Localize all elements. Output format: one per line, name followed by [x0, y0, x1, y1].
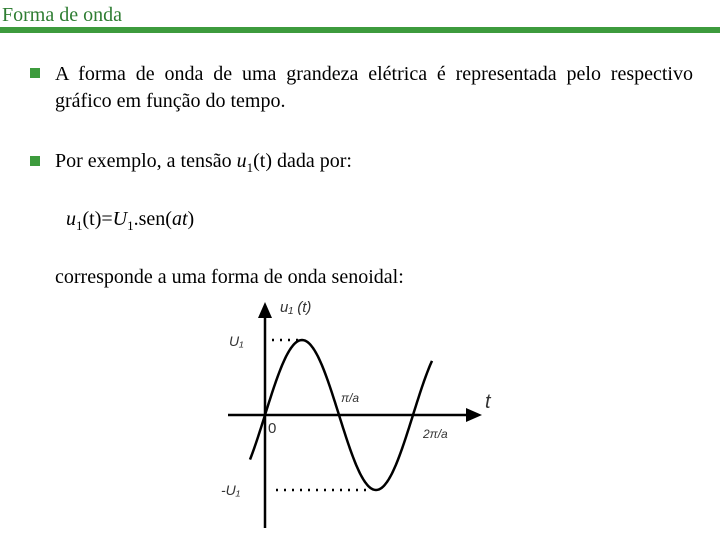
x-axis-arrow	[466, 408, 482, 422]
caption: corresponde a uma forma de onda senoidal:	[55, 266, 404, 288]
eq-u: u	[66, 208, 76, 230]
bullet2-sub: 1	[246, 160, 254, 175]
eq-U-sub: 1	[127, 218, 134, 233]
period-label: 2π/a	[423, 427, 448, 441]
eq-u-sub: 1	[76, 218, 83, 233]
bullet-text-1: A forma de onda de uma grandeza elétrica é representada pelo respectivo gráfico em função do tempo.	[55, 63, 693, 112]
eq-U: U	[112, 208, 128, 230]
origin-label: 0	[268, 420, 277, 437]
eq-sen: .sen(	[133, 208, 172, 230]
bullet2-var: u	[236, 150, 247, 172]
half-period-label: π/a	[341, 391, 360, 405]
bullet2-prefix: Por exemplo, a tensão	[55, 150, 237, 172]
x-axis-label: t	[485, 391, 491, 413]
y-axis-label: u₁ (t)	[280, 299, 312, 316]
bullet2-suffix: (t) dada por:	[253, 150, 352, 172]
eq-close: )	[187, 208, 195, 230]
pos-peak-label: U₁	[229, 333, 244, 349]
eq-at: at	[171, 208, 188, 230]
eq-mid: (t)=	[82, 208, 113, 230]
slide-title: Forma de onda	[2, 4, 122, 26]
y-axis-arrow	[258, 302, 272, 318]
neg-peak-label: -U₁	[221, 482, 241, 498]
